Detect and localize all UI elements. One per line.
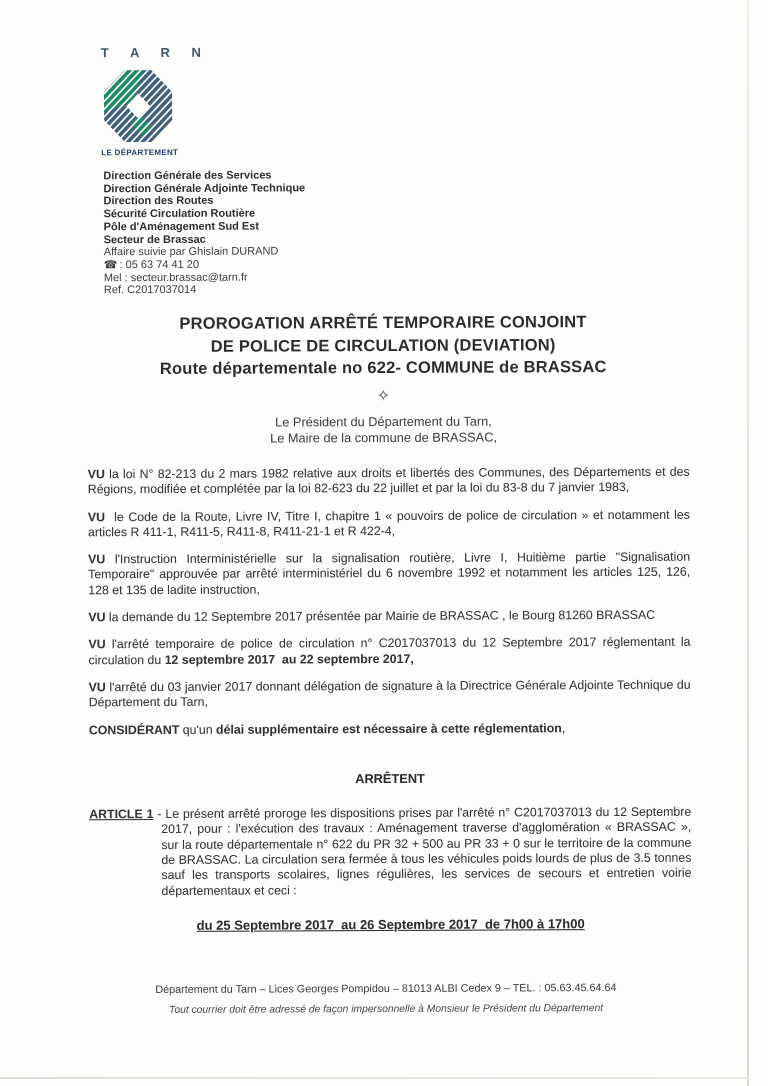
- logo-tagline: LE DÉPARTEMENT: [101, 147, 179, 158]
- recital-paragraph: VU la demande du 12 Septembre 2017 présentée par Mairie de BRASSAC , le Bourg 81260 BRASSAC: [88, 607, 656, 625]
- article-paragraph: ARTICLE 1 - Le présent arrêté proroge les dispositions prises par l'arrêté n° C2017037013 du 12 Septembre 2017, pour : l'exécution des travaux : Aménagement traverse d'agglomération « BRASSAC », sur la route départementale n° 622 du PR 32 + 500 au PR 33 + 0 sur le territoire de la commune de BRASSAC. La circulation sera fermée à tous les véhicules poids lourds de plus de 3.5 tonnes sauf les transports scolaires, lignes régulières, les services de secours et entretien voirie départementaux et ceci :: [89, 804, 692, 898]
- sender-contact-line: Affaire suivie par Ghislain DURAND: [103, 245, 279, 259]
- sender-phone-line: [104, 258, 306, 272]
- recital-paragraph: VU l'arrêté temporaire de police de circulation n° C2017037013 du 12 Septembre 2017 réglementant la circulation du 12 septembre 2017 au 22 septembre 2017,: [88, 635, 691, 667]
- tarn-department-logo: [100, 44, 210, 158]
- document-title: [0, 310, 767, 381]
- sender-service-line: Direction Générale Adjointe Technique: [103, 182, 306, 195]
- sender-ref-line: Ref. C2017037014: [103, 284, 197, 297]
- phone-icon: ☎: [103, 259, 118, 272]
- arretent-heading: ARRÊTENT: [355, 770, 425, 786]
- sender-email-line: Mel : secteur.brassac@tarn.fr: [103, 271, 248, 284]
- diamond-ornament-icon: ✧: [376, 387, 391, 406]
- phone-number: : 05 63 74 41 20: [119, 258, 200, 272]
- closure-dates-line: du 25 Septembre 2017 au 26 Septembre 2017 de 7h00 à 17h00: [196, 916, 585, 933]
- recital-paragraph: VU le Code de la Route, Livre IV, Titre I, chapitre 1 « pouvoirs de police de circulation » et notamment les articles R 411-1, R411-5, R411-8, R411-21-1 et R 422-4,: [87, 507, 690, 540]
- title-line-2: DE POLICE DE CIRCULATION (DEVIATION): [210, 335, 556, 356]
- recital-paragraph: VU la loi N° 82-213 du 2 mars 1982 relative aux droits et libertés des Communes, des Départements et des Régions, modifiée et complétée par la loi 82-623 du 22 juillet et par la loi du 83-8 du 7 janvier 1983,: [87, 464, 690, 497]
- logo-wordmark: T A R N: [100, 44, 210, 61]
- footer-address-line: Département du Tarn – Lices Georges Pompidou – 81013 ALBI Cedex 9 – TEL. : 05.63.45.64.64: [155, 981, 617, 997]
- document-body: [88, 465, 692, 934]
- tarn-octagon-logo-icon: [101, 67, 175, 145]
- signatory-line: Le Président du Département du Tarn,: [275, 413, 492, 430]
- sender-service-line: Sécurité Circulation Routière: [103, 207, 256, 221]
- sender-services: [103, 169, 305, 246]
- recital-paragraph: VU l'Instruction Interministérielle sur la signalisation routière, Livre I, Huitième partie "Signalisation Temporaire" approuvée par arrêté interministériel du 6 novembre 1992 et notamment les articles 125, 126, 128 et 135 de ladite instruction,: [88, 549, 691, 598]
- title-line-1: PROROGATION ARRÊTÉ TEMPORAIRE CONJOINT: [179, 313, 587, 333]
- document-footer: [2, 981, 768, 1016]
- sender-service-line: Direction Générale des Services: [103, 169, 272, 183]
- sender-service-line: Pôle d'Aménagement Sud Est: [103, 220, 260, 234]
- sender-service-line: Secteur de Brassac: [103, 233, 206, 246]
- recital-paragraph: VU l'arrêté du 03 janvier 2017 donnant délégation de signature à la Directrice Générale Adjointe Technique du Département du Tarn,: [88, 677, 691, 710]
- sender-service-line: Direction des Routes: [103, 195, 214, 208]
- sender-block: [103, 169, 305, 297]
- title-line-3: Route départementale no 622- COMMUNE de BRASSAC: [159, 358, 607, 378]
- recitals: [88, 465, 691, 711]
- considerant-text: CONSIDÉRANT qu'un délai supplémentaire est nécessaire à cette réglementation,: [88, 720, 566, 737]
- signatory-line: Le Maire de la commune de BRASSAC,: [270, 429, 498, 445]
- signatories-block: [0, 412, 768, 446]
- article-1: [89, 805, 691, 899]
- footer-notice-line: Tout courrier doit être adressé de façon impersonnelle à Monsieur le Président du Département: [168, 1003, 604, 1016]
- considerant-paragraph: [89, 720, 691, 738]
- scan-artifact-bottom-edge: [0, 1077, 750, 1079]
- scan-artifact-right-edge: [747, 0, 749, 1086]
